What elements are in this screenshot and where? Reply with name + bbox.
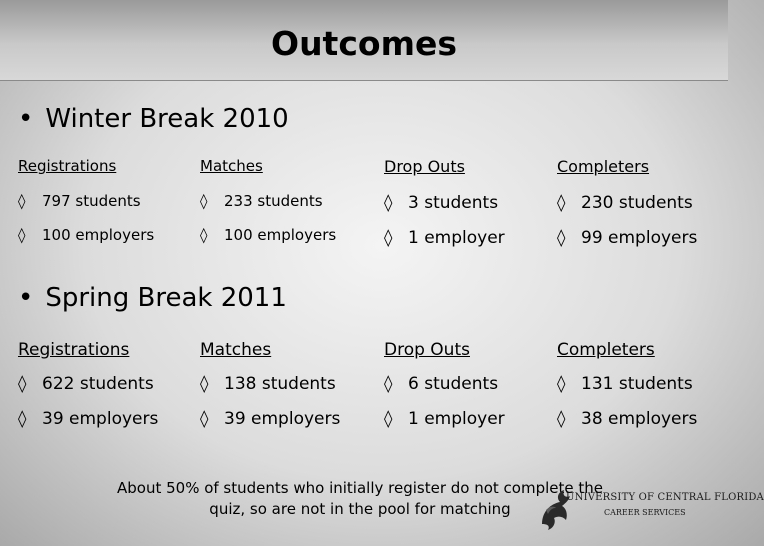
section-title: Winter Break 2010 [45,104,289,134]
column-header-drop-outs: Drop Outs [384,157,465,176]
bullet: • [18,283,34,313]
bullet: • [18,104,34,134]
table-cell: ◊ 38 employers [557,409,698,429]
university-name: UNIVERSITY OF CENTRAL FLORIDA [566,492,764,503]
column-header-matches: Matches [200,340,272,360]
table-cell: ◊ 622 students [18,374,154,394]
column-header-completers: Completers [557,340,655,360]
slide-title: Outcomes [271,24,457,63]
column-header-registrations: Registrations [18,157,117,175]
section-heading-spring [18,283,287,313]
table-cell: ◊ 100 employers [200,226,337,244]
section-heading-winter [18,104,289,134]
ucf-logo [536,484,764,546]
table-cell: ◊ 99 employers [557,228,698,248]
table-cell: ◊ 100 employers [18,226,155,244]
table-cell: ◊ 138 students [200,374,336,394]
table-cell: ◊ 131 students [557,374,693,394]
table-cell: ◊ 39 employers [18,409,159,429]
table-cell: ◊ 1 employer [384,228,505,248]
section-title: Spring Break 2011 [45,283,287,313]
table-cell: ◊ 6 students [384,374,499,394]
column-header-registrations: Registrations [18,340,130,360]
table-cell: ◊ 797 students [18,192,141,210]
table-cell: ◊ 230 students [557,193,693,213]
department-name: CAREER SERVICES [604,508,686,517]
table-cell: ◊ 3 students [384,193,499,213]
table-cell: ◊ 1 employer [384,409,505,429]
table-cell: ◊ 39 employers [200,409,341,429]
column-header-drop-outs: Drop Outs [384,340,470,360]
footnote-line: About 50% of students who initially register do not complete the [116,479,604,497]
column-header-completers: Completers [557,157,650,176]
table-cell: ◊ 233 students [200,192,323,210]
footnote-line: quiz, so are not in the pool for matching [209,500,511,518]
column-header-matches: Matches [200,157,263,175]
